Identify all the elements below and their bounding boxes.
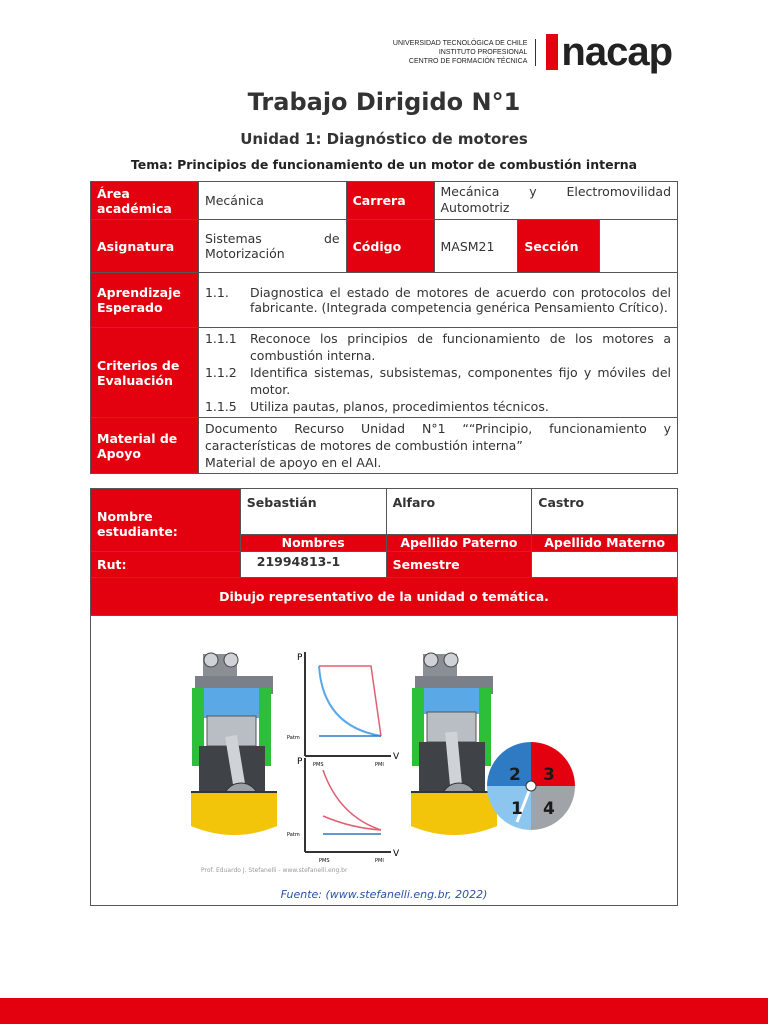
criterios-label: Criterios de Evaluación [91, 328, 199, 418]
aprendizaje-text: Diagnostica el estado de motores de acuerdo con protocolos del fabricante. (Integrada competencia genérica Pensamiento Crítico). [249, 285, 671, 315]
brand-name: nacap [561, 30, 672, 74]
criterios-list [198, 328, 677, 418]
table-row [91, 552, 678, 578]
nombres-header: Nombres [240, 535, 386, 552]
material-value [198, 418, 677, 474]
engine-cutaway-right [411, 653, 497, 835]
asignatura-value [198, 220, 346, 273]
figure-source: Fuente: (www.stefanelli.eng.br, 2022) [280, 888, 488, 901]
criterio-number: 1.1.2 [204, 365, 237, 380]
apellido-materno-value: Castro [532, 489, 678, 535]
area-label: Área académica [91, 182, 199, 220]
axis-v-label: V [393, 849, 400, 859]
codigo-label: Código [346, 220, 434, 273]
institution-line: INSTITUTO PROFESIONAL [438, 48, 528, 56]
material-line: Documento Recurso Unidad N°1 ““Principio, funcionamiento y características de motores de combustión interna” [204, 421, 671, 453]
criterio-text: Utiliza pautas, planos, procedimientos técnicos. [249, 399, 549, 414]
nombres-value: Sebastián [240, 489, 386, 535]
document-subtitle: Unidad 1: Diagnóstico de motores [240, 130, 528, 148]
table-row [91, 418, 678, 474]
rut-label: Rut: [91, 552, 241, 578]
criterio-text: Identifica sistemas, subsistemas, componentes fijo y móviles del motor. [249, 365, 671, 397]
rut-value: 21994813-1 [240, 552, 386, 578]
patm-label: Patm [287, 832, 300, 838]
asignatura-value-text: Sistemas de Motorización [204, 231, 340, 261]
axis-p-label: P [297, 653, 303, 663]
criterio-item [205, 364, 671, 398]
table-row [91, 220, 678, 273]
student-table [90, 488, 678, 616]
aprendizaje-value [198, 273, 677, 328]
axis-p-label: P [297, 757, 303, 767]
criterio-number: 1.1.1 [204, 331, 237, 346]
pmi-label: PMI [375, 858, 384, 864]
figure-area [90, 616, 678, 906]
aprendizaje-label: Aprendizaje Esperado [91, 273, 199, 328]
table-row [91, 328, 678, 418]
carrera-value-text: Mecánica y Electromovilidad Automotriz [440, 184, 671, 215]
table-row [91, 489, 678, 535]
table-row [91, 273, 678, 328]
seccion-value [600, 220, 678, 273]
brand-logo [546, 30, 672, 74]
patm-label: Patm [287, 735, 300, 741]
pmi-label: PMI [375, 762, 384, 768]
institution-lines [393, 39, 536, 66]
material-label: Material de Apoyo [91, 418, 199, 474]
semestre-value [532, 552, 678, 578]
footer-bar [0, 998, 768, 1024]
apellido-paterno-value: Alfaro [386, 489, 532, 535]
brand-mark-icon [546, 34, 558, 70]
document-title: Trabajo Dirigido N°1 [247, 88, 521, 116]
materno-header: Apellido Materno [532, 535, 678, 552]
engine-cycle-illustration [91, 616, 679, 886]
aprendizaje-number: 1.1. [204, 285, 229, 300]
area-value: Mecánica [198, 182, 346, 220]
figure-credit: Prof. Eduardo J. Stefanelli - www.stefanelli.eng.br [201, 867, 348, 874]
institution-logo [392, 30, 672, 74]
engine-cutaway-left [191, 653, 277, 835]
table-row [91, 182, 678, 220]
carrera-label: Carrera [346, 182, 434, 220]
institution-line: CENTRO DE FORMACIÓN TÉCNICA [408, 57, 528, 65]
asignatura-label: Asignatura [91, 220, 199, 273]
criterio-item [205, 398, 671, 415]
paterno-header: Apellido Paterno [386, 535, 532, 552]
material-line: Material de apoyo en el AAI. [204, 455, 382, 470]
criterio-number: 1.1.5 [204, 399, 237, 414]
stroke-label: 3 [543, 765, 555, 785]
pv-diagram-top [287, 652, 400, 768]
axis-v-label: V [393, 752, 400, 762]
stroke-label: 4 [543, 799, 555, 819]
course-info-table [90, 181, 678, 474]
pms-label: PMS [313, 762, 324, 768]
semestre-label: Semestre [386, 552, 532, 578]
pms-label: PMS [319, 858, 330, 864]
stroke-label: 2 [509, 765, 521, 785]
institution-line: UNIVERSIDAD TECNOLÓGICA DE CHILE [392, 39, 528, 47]
dibujo-label: Dibujo representativo de la unidad o temática. [91, 578, 678, 616]
carrera-value [434, 182, 678, 220]
pv-diagram-bottom [287, 757, 400, 864]
four-stroke-dial [487, 742, 575, 830]
table-row [91, 578, 678, 616]
stroke-label: 1 [511, 799, 523, 819]
codigo-value: MASM21 [434, 220, 518, 273]
seccion-label: Sección [518, 220, 600, 273]
criterio-text: Reconoce los principios de funcionamiento de los motores a combustión interna. [249, 331, 671, 363]
document-topic: Tema: Principios de funcionamiento de un motor de combustión interna [130, 157, 638, 172]
criterio-item [205, 330, 671, 364]
nombre-label: Nombre estudiante: [91, 489, 241, 552]
